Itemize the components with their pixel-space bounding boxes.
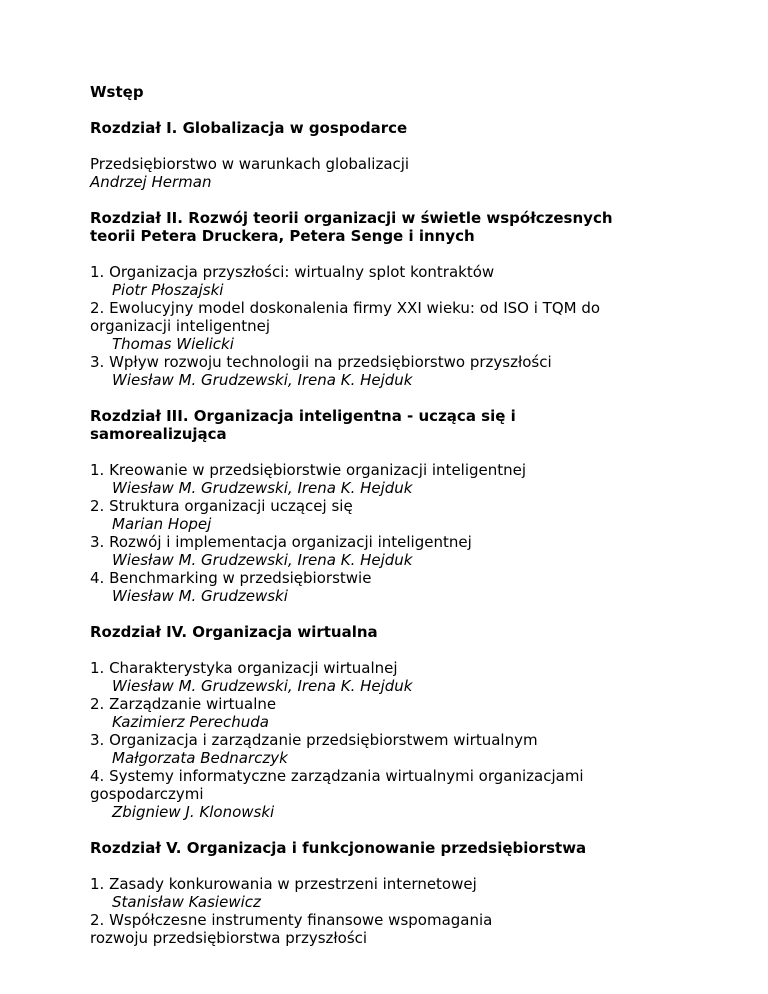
entry-title: Przedsiębiorstwo w warunkach globalizacji	[90, 155, 410, 173]
chapter-4-list	[90, 659, 710, 821]
chapter-1-title: Rozdział I. Globalizacja w gospodarce	[90, 119, 408, 137]
chapter-3-list	[90, 461, 710, 605]
list-item-author: Wiesław M. Grudzewski, Irena K. Hejduk	[112, 371, 413, 389]
list-item-author: Zbigniew J. Klonowski	[112, 803, 275, 821]
list-item-author: Małgorzata Bednarczyk	[112, 749, 288, 767]
entry-author: Andrzej Herman	[90, 173, 212, 191]
list-item-title: 4. Systemy informatyczne zarządzania wirtualnymi organizacjami	[90, 767, 584, 785]
list-item-title: 1. Kreowanie w przedsiębiorstwie organizacji inteligentnej	[90, 461, 527, 479]
chapter-3-title: Rozdział III. Organizacja inteligentna - ucząca się i samorealizująca	[90, 407, 516, 443]
chapter-1-entry	[90, 155, 710, 191]
list-item-title: 1. Zasady konkurowania w przestrzeni internetowej	[90, 875, 477, 893]
list-item-title: 3. Wpływ rozwoju technologii na przedsiębiorstwo przyszłości	[90, 353, 552, 371]
list-item-author: Marian Hopej	[112, 515, 212, 533]
list-item-title: 1. Organizacja przyszłości: wirtualny splot kontraktów	[90, 263, 495, 281]
list-item-title: 2. Zarządzanie wirtualne	[90, 695, 277, 713]
list-item-title: 2. Ewolucyjny model doskonalenia firmy XXI wieku: od ISO i TQM do	[90, 299, 601, 317]
chapter-2-title: Rozdział II. Rozwój teorii organizacji w świetle współczesnych teorii Petera Druckera, Petera Senge i innych	[90, 209, 613, 245]
list-item-author: Wiesław M. Grudzewski	[112, 587, 288, 605]
list-item-title-cont: rozwoju przedsiębiorstwa przyszłości	[90, 929, 368, 947]
list-item-title: 2. Współczesne instrumenty finansowe wspomagania	[90, 911, 493, 929]
list-item-author: Stanisław Kasiewicz	[112, 893, 261, 911]
list-item-author: Wiesław M. Grudzewski, Irena K. Hejduk	[112, 677, 413, 695]
chapter-2-list	[90, 263, 710, 389]
intro-heading: Wstęp	[90, 83, 144, 101]
list-item-title: 3. Rozwój i implementacja organizacji inteligentnej	[90, 533, 472, 551]
list-item-author: Wiesław M. Grudzewski, Irena K. Hejduk	[112, 551, 413, 569]
list-item-title: 1. Charakterystyka organizacji wirtualnej	[90, 659, 398, 677]
list-item-author: Thomas Wielicki	[112, 335, 234, 353]
list-item-title-cont: organizacji inteligentnej	[90, 317, 271, 335]
list-item-title: 3. Organizacja i zarządzanie przedsiębiorstwem wirtualnym	[90, 731, 538, 749]
list-item-title-cont: gospodarczymi	[90, 785, 204, 803]
list-item-author: Piotr Płoszajski	[112, 281, 224, 299]
list-item-title: 4. Benchmarking w przedsiębiorstwie	[90, 569, 372, 587]
chapter-4-title: Rozdział IV. Organizacja wirtualna	[90, 623, 378, 641]
table-of-contents	[90, 83, 710, 965]
list-item-title: 2. Struktura organizacji uczącej się	[90, 497, 353, 515]
list-item-author: Kazimierz Perechuda	[112, 713, 269, 731]
chapter-5-list	[90, 875, 710, 947]
list-item-author: Wiesław M. Grudzewski, Irena K. Hejduk	[112, 479, 413, 497]
chapter-5-title: Rozdział V. Organizacja i funkcjonowanie przedsiębiorstwa	[90, 839, 587, 857]
